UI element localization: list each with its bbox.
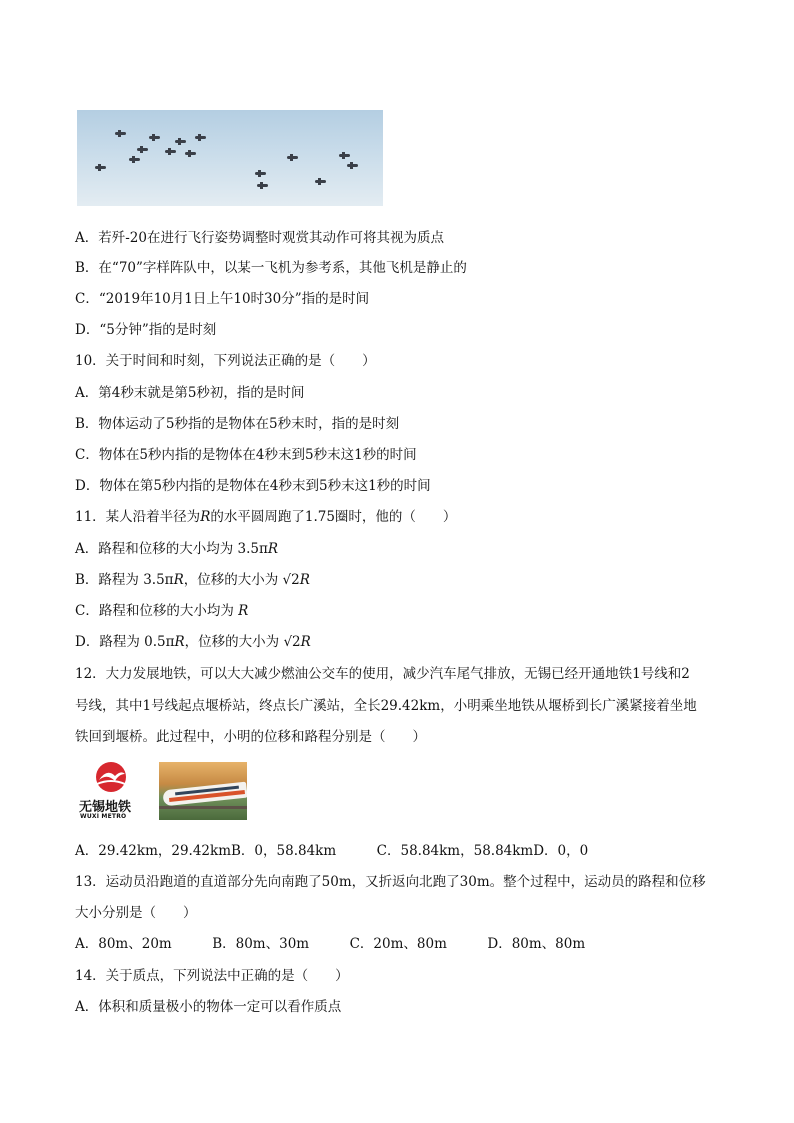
q10-option-c: C．物体在5秒内指的是物体在4秒末到5秒末这1秒的时间 [75, 447, 417, 463]
q11-d-radius: R [174, 634, 185, 650]
airplane-icon [347, 164, 358, 167]
q12-line-2: 号线，其中1号线起点堰桥站，终点长广溪站，全长29.42km，小明乘坐地铁从堰桥到长广溪紧接着坐地 [75, 698, 697, 714]
q11-stem-pre: 11．某人沿着半径为 [75, 509, 201, 525]
q10-option-b: B．物体运动了5秒指的是物体在5秒末时，指的是时刻 [75, 416, 400, 432]
airplane-icon [115, 132, 126, 135]
wuxi-metro-logo [77, 760, 145, 822]
airplane-icon [257, 184, 268, 187]
q12-line-1: 12．大力发展地铁，可以大大减少燃油公交车的使用，减少汽车尾气排放，无锡已经开通地铁1号线和2 [75, 666, 690, 682]
q11-b-sqrt: √2 [282, 572, 300, 588]
q11-b-mid: ，位移的大小为 [183, 572, 283, 588]
q10-option-d: D．物体在第5秒内指的是物体在4秒末到5秒末这1秒的时间 [75, 478, 431, 494]
q11-b-text: B．路程为 3.5π [75, 572, 174, 588]
airplane-icon [149, 136, 160, 139]
q11-option-a [75, 539, 278, 559]
airplane-icon [165, 150, 176, 153]
q11-option-c [75, 601, 248, 621]
q11-d-mid: ，位移的大小为 [184, 634, 284, 650]
q11-option-b [75, 570, 310, 590]
q9-option-d: D．“5分钟”指的是时刻 [75, 322, 217, 338]
train-track [159, 806, 247, 809]
airplane-icon [255, 172, 266, 175]
q12-line-3: 铁回到堰桥。此过程中，小明的位移和路程分别是（ ） [75, 729, 426, 745]
q14-option-a: A．体积和质量极小的物体一定可以看作质点 [75, 999, 342, 1015]
airplane-icon [287, 156, 298, 159]
high-speed-train-photo [159, 762, 247, 820]
q9-option-a: A．若歼-20在进行飞行姿势调整时观赏其动作可将其视为质点 [75, 230, 444, 246]
q10-option-a: A．第4秒末就是第5秒初，指的是时间 [75, 385, 305, 401]
airplane-icon [137, 148, 148, 151]
q11-d-radius2: R [300, 634, 311, 650]
metro-logo-name: 无锡地铁 [79, 800, 132, 815]
airplane-icon [95, 166, 106, 169]
q11-d-text: D．路程为 0.5π [75, 634, 175, 650]
airplane-icon [129, 158, 140, 161]
q11-stem [75, 507, 456, 527]
q13-line-1: 13．运动员沿跑道的直道部分先向南跑了50m，又折返向北跑了30m。整个过程中，运动员的路程和位移 [75, 874, 706, 890]
q11-c-text: C．路程和位移的大小均为 [75, 603, 239, 619]
airplane-icon [175, 140, 186, 143]
q11-b-radius: R [173, 572, 184, 588]
q12-options: A．29.42km，29.42kmB．0，58.84km C．58.84km，58.84kmD．0，0 [75, 843, 589, 859]
q11-a-radius: R [267, 541, 279, 557]
q11-option-d [75, 632, 311, 652]
airplane-icon [339, 154, 350, 157]
airplane-icon [195, 136, 206, 139]
q10-stem: 10．关于时间和时刻，下列说法正确的是（ ） [75, 353, 376, 369]
q11-d-sqrt: √2 [283, 634, 301, 650]
airplane-icon [315, 180, 326, 183]
q9-option-c: C．“2019年10月1日上午10时30分”指的是时间 [75, 291, 370, 307]
q13-options: A．80m、20m B．80m、30m C．20m、80m D．80m、80m [75, 936, 586, 952]
airplane-icon [185, 152, 196, 155]
q11-a-text: A．路程和位移的大小均为 3.5π [75, 541, 268, 557]
q11-b-radius2: R [299, 572, 310, 588]
q14-stem: 14．关于质点，下列说法中正确的是（ ） [75, 968, 349, 984]
q13-line-2: 大小分别是（ ） [75, 905, 197, 921]
q11-radius-symbol: R [200, 509, 211, 525]
q11-c-radius: R [238, 603, 249, 619]
q9-option-b: B．在“70”字样阵队中，以某一飞机为参考系，其他飞机是静止的 [75, 260, 467, 276]
q11-stem-post: 的水平圆周跑了1.75圈时，他的（ ） [210, 509, 457, 525]
aircraft-formation-photo [77, 110, 383, 206]
metro-logo-subtitle: WUXI METRO [80, 813, 127, 820]
